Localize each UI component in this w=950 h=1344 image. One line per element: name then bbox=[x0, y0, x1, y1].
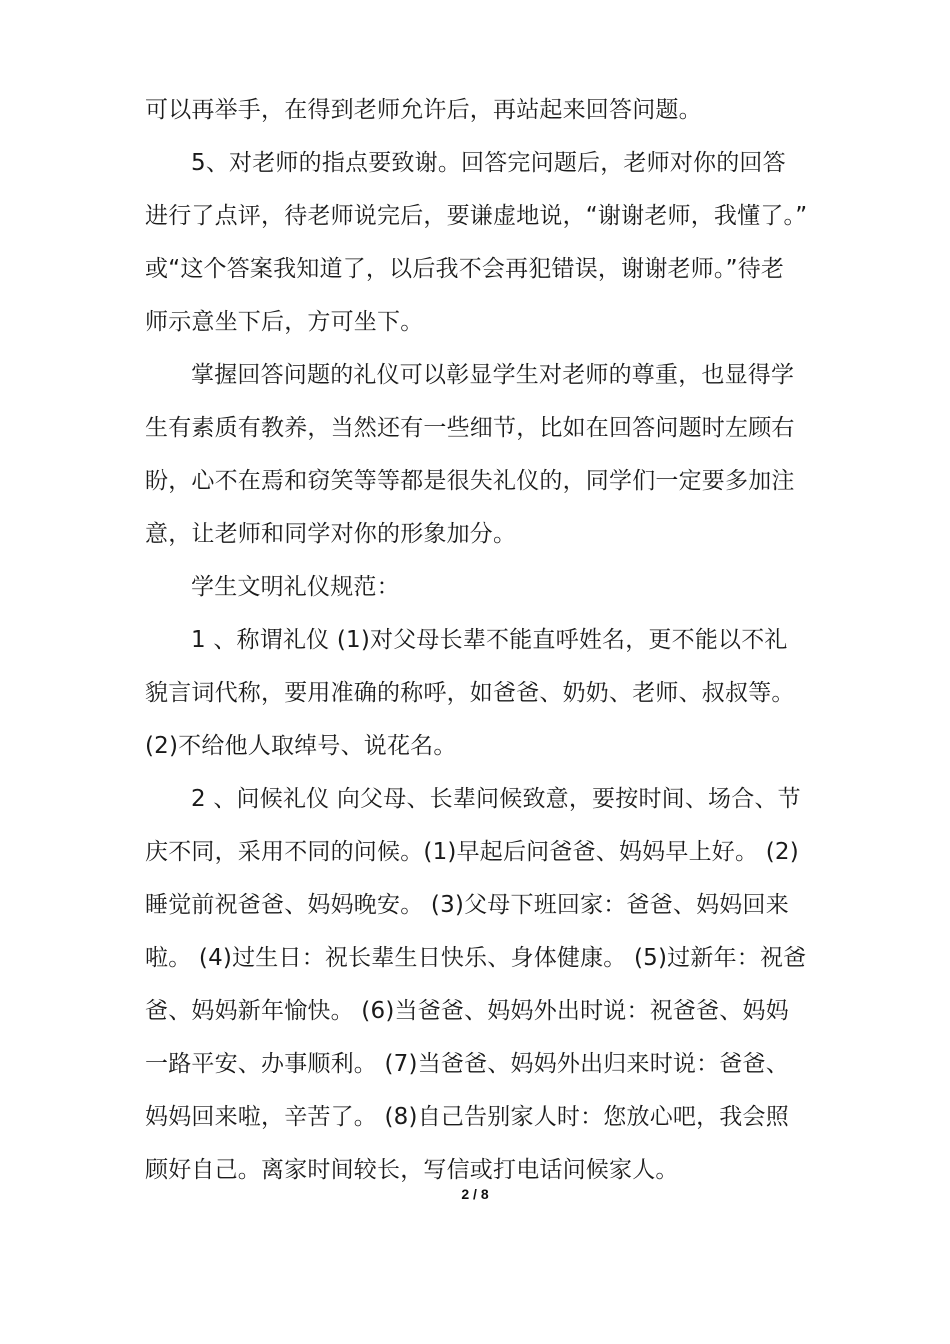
text-line: 意，让老师和同学对你的形象加分。 bbox=[145, 521, 517, 547]
text-line: 睡觉前祝爸爸、妈妈晚安。 (3)父母下班回家：爸爸、妈妈回来 bbox=[145, 892, 789, 918]
section-heading: 学生文明礼仪规范： bbox=[191, 574, 400, 600]
text-line: 妈妈回来啦，辛苦了。 (8)自己告别家人时：您放心吧，我会照 bbox=[145, 1104, 789, 1130]
text-line: 顾好自己。离家时间较长，写信或打电话问候家人。 bbox=[145, 1157, 679, 1183]
text-line: 庆不同，采用不同的问候。(1)早起后问爸爸、妈妈早上好。 (2) bbox=[145, 839, 799, 865]
text-line: 可以再举手，在得到老师允许后，再站起来回答问题。 bbox=[145, 97, 702, 123]
text-line: 啦。 (4)过生日：祝长辈生日快乐、身体健康。 (5)过新年：祝爸 bbox=[145, 945, 807, 971]
text-line: 1 、称谓礼仪 (1)对父母长辈不能直呼姓名，更不能以不礼 bbox=[191, 627, 788, 653]
text-line: 一路平安、办事顺利。 (7)当爸爸、妈妈外出归来时说：爸爸、 bbox=[145, 1051, 789, 1077]
text-line: 貌言词代称，要用准确的称呼，如爸爸、奶奶、老师、叔叔等。 bbox=[145, 680, 795, 706]
text-line: 掌握回答问题的礼仪可以彰显学生对老师的尊重，也显得学 bbox=[191, 362, 795, 388]
text-line: 5、对老师的指点要致谢。回答完问题后，老师对你的回答 bbox=[191, 150, 786, 176]
document-body bbox=[145, 88, 807, 1201]
text-line: (2)不给他人取绰号、说花名。 bbox=[145, 733, 457, 759]
text-line: 进行了点评，待老师说完后，要谦虚地说，“谢谢老师，我懂了。” bbox=[145, 203, 808, 229]
text-line: 生有素质有教养，当然还有一些细节，比如在回答问题时左顾右 bbox=[145, 415, 795, 441]
text-line: 或“这个答案我知道了，以后我不会再犯错误，谢谢老师。”待老 bbox=[145, 256, 785, 282]
text-line: 盼，心不在焉和窃笑等等都是很失礼仪的，同学们一定要多加注 bbox=[145, 468, 795, 494]
text-line: 爸、妈妈新年愉快。 (6)当爸爸、妈妈外出时说：祝爸爸、妈妈 bbox=[145, 998, 789, 1024]
page-number: 2 / 8 bbox=[461, 1186, 489, 1202]
text-line: 2 、问候礼仪 向父母、长辈问候致意，要按时间、场合、节 bbox=[191, 786, 801, 812]
text-line: 师示意坐下后，方可坐下。 bbox=[145, 309, 424, 335]
